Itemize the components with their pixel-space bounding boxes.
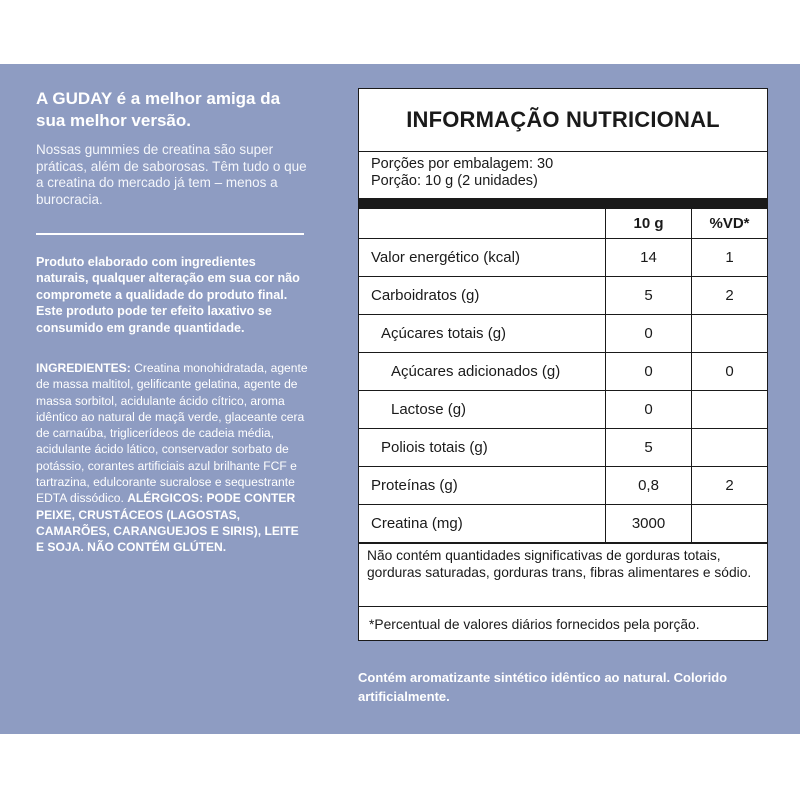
nutrient-name: Creatina (mg) xyxy=(359,505,606,543)
nutrient-dv xyxy=(692,505,768,543)
nutrition-facts-panel xyxy=(358,88,768,641)
warning-text xyxy=(36,254,308,337)
nutrient-name: Lactose (g) xyxy=(359,391,606,429)
insignificant-amounts-note: Não contém quantidades significativas de gorduras totais, gorduras saturadas, gorduras trans, fibras alimentares e sódio. xyxy=(359,543,767,606)
daily-value-note: *Percentual de valores diários fornecidos pela porção. xyxy=(359,606,767,632)
nutrient-amount: 0 xyxy=(606,353,692,391)
nutrient-name: Carboidratos (g) xyxy=(359,277,606,315)
nutrient-amount: 0 xyxy=(606,315,692,353)
nutrient-name: Proteínas (g) xyxy=(359,467,606,505)
table-row xyxy=(359,505,767,543)
table-row xyxy=(359,467,767,505)
headline: A GUDAY é a melhor amiga da sua melhor versão. xyxy=(36,89,281,130)
nutrient-dv: 1 xyxy=(692,239,768,277)
table-row xyxy=(359,391,767,429)
nutrient-amount: 14 xyxy=(606,239,692,277)
thick-divider xyxy=(359,198,767,209)
nutrient-dv: 0 xyxy=(692,353,768,391)
nutrient-name: Poliois totais (g) xyxy=(359,429,606,467)
table-header-row xyxy=(359,209,767,239)
table-row xyxy=(359,315,767,353)
nutrient-amount: 0,8 xyxy=(606,467,692,505)
nutrient-name: Açúcares totais (g) xyxy=(359,315,606,353)
nutrient-dv xyxy=(692,429,768,467)
table-row xyxy=(359,277,767,315)
nutrient-amount: 5 xyxy=(606,277,692,315)
header-blank xyxy=(359,209,606,239)
table-row xyxy=(359,239,767,277)
nutrient-amount: 0 xyxy=(606,391,692,429)
allergens-text: ALÉRGICOS: PODE CONTER PEIXE, CRUSTÁCEOS (LAGOSTAS, CAMARÕES, CARANGUEJOS E SIRIS), LEITE E SOJA. NÃO CONTÉM GLÚTEN. xyxy=(36,491,299,555)
warning-natural-ingredients: Produto elaborado com ingredientes naturais, qualquer alteração em sua cor não compromete a qualidade do produto final. xyxy=(36,254,300,302)
serving-size: Porção: 10 g (2 unidades) xyxy=(371,173,538,189)
nutrient-name: Valor energético (kcal) xyxy=(359,239,606,277)
flavoring-note: Contém aromatizante sintético idêntico ao natural. Colorido artificialmente. xyxy=(358,670,728,704)
nutrient-dv: 2 xyxy=(692,467,768,505)
table-row xyxy=(359,429,767,467)
nutrient-dv xyxy=(692,391,768,429)
nutrition-title: INFORMAÇÃO NUTRICIONAL xyxy=(359,89,767,152)
divider xyxy=(36,233,304,235)
nutrient-dv xyxy=(692,315,768,353)
ingredients-text xyxy=(36,360,308,556)
servings-per-package: Porções por embalagem: 30 xyxy=(371,156,554,172)
warning-laxative: Este produto pode ter efeito laxativo se consumido em grande quantidade. xyxy=(36,304,272,335)
table-row xyxy=(359,353,767,391)
ingredients-heading: INGREDIENTES: xyxy=(36,361,131,375)
header-daily-value: %VD* xyxy=(692,209,768,239)
intro-text: Nossas gummies de creatina são super práticas, além de saborosas. Têm tudo o que a creatina do mercado já tem – menos a burocracia. xyxy=(36,142,307,207)
ingredients-list: Creatina monohidratada, agente de massa maltitol, gelificante gelatina, agente de massa sorbitol, acidulante ácido cítrico, aroma idêntico ao natural de maçã verde, glaceante cera de carnaúba, triglicerídeos de cadeia média, acidulante ácido lático, conservador sorbato de potássio, corantes artificiais azul brilhante FCF e tartrazina, edulcorante sucralose e sequestrante EDTA dissódico. xyxy=(36,361,308,506)
header-amount: 10 g xyxy=(606,209,692,239)
nutrient-dv: 2 xyxy=(692,277,768,315)
nutrient-name: Açúcares adicionados (g) xyxy=(359,353,606,391)
nutrition-table xyxy=(359,209,767,543)
portion-info xyxy=(359,152,767,198)
nutrient-amount: 3000 xyxy=(606,505,692,543)
left-column xyxy=(36,88,308,556)
nutrient-amount: 5 xyxy=(606,429,692,467)
